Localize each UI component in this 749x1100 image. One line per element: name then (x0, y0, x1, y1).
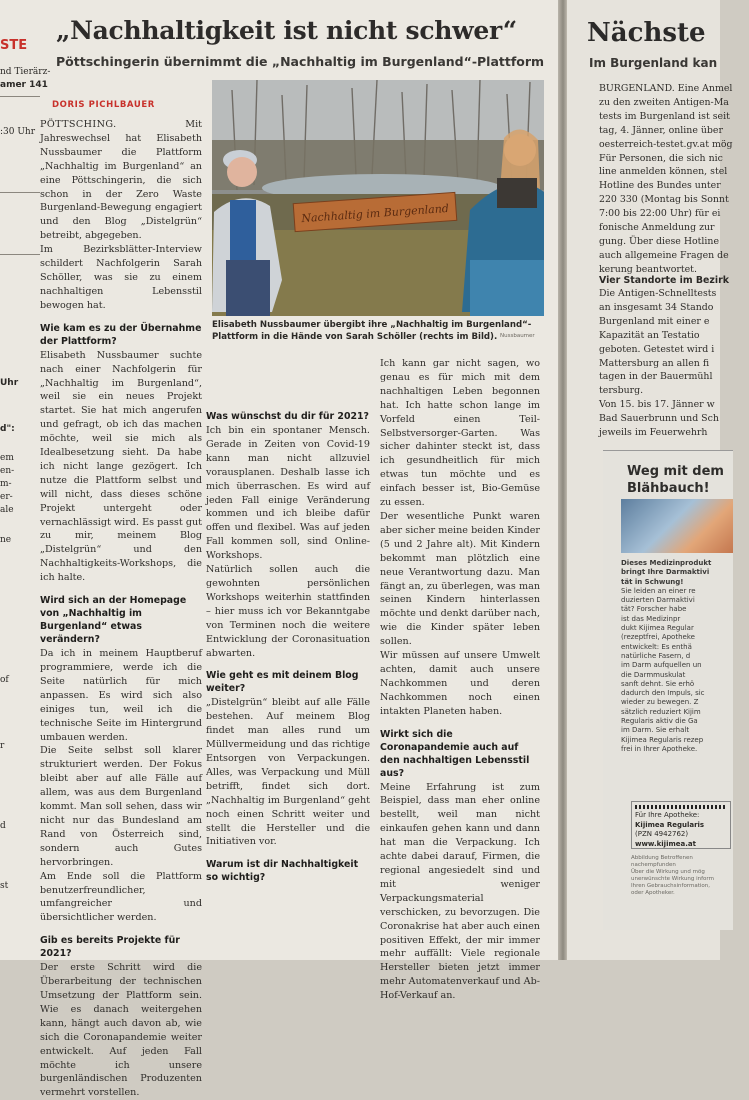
answer-paragraph: Der wesentliche Punkt waren aber sicher meine beiden Kinder (5 und 2 Jahre alt). Mit Kindern bekommt man plötzlich eine neue Verantwortung dazu. Man fängt an, zu überlegen, was man seinen Kindern hinterlassen möchte und denkt darüber nach, wie die Kinder später leben sollen. (380, 510, 540, 648)
article-column-1 (40, 118, 202, 1100)
right-text-line: auch allgemeine Fragen de (599, 249, 729, 261)
right-text-line: tag, 4. Jänner, online über (599, 124, 723, 136)
answer-paragraph: Der erste Schritt wird die Überarbeitung der technischen Umsetzung der Plattform sein. Wie es danach weitergehen kann, hängt auch davon ab, wie sich die Coronapandemie weiter entwickelt. Auf jeden Fall möchte ich unsere burgenländischen Produzenten vermehrt vorstellen. (40, 962, 202, 1099)
photo-sign-text: Nachhaltig im Burgenland (300, 201, 450, 226)
right-text-line: Kapazität an Testatio (599, 329, 700, 341)
sliver-text: m- (0, 479, 12, 489)
ad-text-line: dukt Kijimea Regular (621, 624, 694, 633)
photo-credit: Nussbaumer (500, 333, 535, 339)
ad-title-line: Blähbauch! (627, 481, 710, 496)
article-photo (212, 80, 544, 316)
ad-title (627, 463, 724, 497)
right-text-line: 7:00 bis 22:00 Uhr) für ei (599, 208, 721, 220)
right-text-line: geboten. Getestet wird i (599, 343, 715, 355)
sliver-text: d (0, 821, 6, 831)
right-text-line: an insgesamt 34 Stando (599, 301, 714, 313)
right-text-line: Bad Sauerbrunn und Sch (599, 413, 719, 425)
answer-paragraph: Meine Erfahrung ist zum Beispiel, dass man eher online bestellt, weil man nicht einkaufen gehen kann und dann hat man die Verpackung. Ich achte dabei darauf, Firmen, die regional angesiedelt sind und mit weniger Verpackungsmaterial verschicken, zu bevorzugen. Die Coronakrise hat aber auch einen positiven Effekt, der mir immer mehr auffällt: Viele regionale Hersteller bieten jetzt immer mehr Automatenverkauf und Ab-Hof-Verkauf an. (380, 781, 540, 1002)
sliver-text: em (0, 453, 14, 463)
right-text-line: Die Antigen-Schnelltests (599, 288, 717, 299)
previous-column-sliver (0, 0, 51, 960)
sliver-text: r (0, 741, 5, 751)
right-text-line: tests im Burgenland ist seit (599, 110, 730, 122)
article-subheadline: Pöttschingerin übernimmt die „Nachhaltig im Burgenland“-Plattform (56, 54, 545, 69)
intro-paragraph (40, 118, 202, 243)
ad-text-line: sanft dehnt. Sie erhö (621, 679, 695, 688)
barcode (635, 805, 727, 809)
ad-text-line: im Darm. Sie erhalt (621, 726, 690, 735)
right-text-line: zu den zweiten Antigen-Ma (599, 96, 729, 108)
sliver-text: er- (0, 492, 13, 502)
article-author: DORIS PICHLBAUER (52, 100, 155, 110)
ad-footnote-line: Abbildung Betroffenen (631, 855, 693, 861)
right-section-heading: Vier Standorte im Bezirk (599, 275, 729, 286)
right-text-line: fonische Anmeldung zur (599, 222, 715, 234)
advertisement (603, 450, 733, 930)
right-column-text (599, 82, 749, 277)
answer-paragraph: Am Ende soll die Plattform benutzerfreundlicher, umfangreicher und übersichtlicher werden. (40, 870, 202, 924)
answer-paragraph: „Distelgrün“ bleibt auf alle Fälle bestehen. Auf meinem Blog findet man alles rund um Müllvermeidung und das richtige Entsorgen von Verpackungen. Alles, was Verpackung und Müll betrifft, findet sich dort. „Nachhaltig im Burgenland“ geht noch einen Schritt weiter und stellt die Hersteller und die Initiativen vor. (206, 697, 370, 848)
ad-text-line: Sie leiden an einer re (621, 586, 696, 595)
ad-text-line: (rezeptfrei, Apotheke (621, 633, 695, 642)
divider (0, 192, 40, 193)
ad-box-line: www.kijimea.at (635, 839, 696, 848)
right-text-line: Mattersburg an allen fi (599, 357, 710, 369)
article-column-2 (206, 357, 370, 885)
ad-footnote (631, 855, 714, 897)
answer-paragraph: Elisabeth Nussbaumer suchte nach einer Nachfolgerin für „Nachhaltig im Burgenland“, weil sie ein neues Projekt startet. Sie hat mich angerufen und gefragt, ob ich das machen möchte, weil sie mich als Idealbesetzung sieht. Da habe ich nicht lange gezögert. Ich nutze die Plattform selbst und will nicht, dass dieses schöne Projekt untergeht oder vernachlässigt wird. Es passt gut zu mir, meinem Blog „Distelgrün“ und den Nachhaltigkeits-Workshops, die ich halte. (40, 349, 202, 584)
intro-paragraph-2: Im Bezirksblätter-Interview schildert Nachfolgerin Sarah Schöller, was sie zu einem nachhaltigen Lebensstil bewogen hat. (40, 244, 202, 311)
ad-product-box (631, 801, 731, 849)
answer-paragraph: Wir müssen auf unsere Umwelt achten, damit auch unsere Nachkommen und deren Nachkommen noch einen intakten Planeten haben. (380, 650, 540, 717)
right-text-line: kerung beantwortet. (599, 263, 697, 275)
sliver-text: :30 Uhr (0, 127, 36, 137)
question-heading: Wie kam es zu der Übernahme der Plattform? (40, 322, 202, 347)
right-text-line: Für Personen, die sich nic (599, 152, 723, 164)
right-text-line: oesterreich-testet.gv.at mög (599, 138, 733, 150)
ad-text-line: sätzlich reduziert Kijim (621, 707, 701, 716)
article-column-3 (380, 357, 540, 1003)
newspaper-page-right (566, 0, 733, 960)
right-text-line: Hotline des Bundes unter (599, 180, 721, 192)
question-heading: Wie geht es mit deinem Blog weiter? (206, 670, 359, 695)
ad-title-line: Weg mit dem (627, 464, 724, 479)
sliver-text: Uhr (0, 378, 19, 388)
question-heading: Was wünschst du dir für 2021? (206, 411, 369, 422)
sliver-text: amer 141 (0, 80, 48, 90)
ad-footnote-line: unerwünschte Wirkung inform (631, 876, 714, 882)
right-text-line: line anmelden können, stel (599, 166, 728, 178)
ad-footnote-line: Über die Wirkung und mög (631, 869, 705, 875)
ad-text-line: Dieses Medizinprodukt (621, 559, 712, 567)
ad-text-line: im Darm aufquellen un (621, 661, 702, 670)
ad-text-line: tät in Schwung! (621, 577, 684, 586)
ad-box-line: (PZN 4942762) (635, 830, 689, 838)
right-text-line: gung. Über diese Hotline (599, 235, 720, 247)
right-text-line: BURGENLAND. Eine Anmel (599, 83, 733, 94)
right-subheadline: Im Burgenland kan (589, 56, 718, 70)
ad-text-line: duzierten Darmaktivi (621, 596, 695, 605)
sliver-text: nd Tierärz- (0, 67, 51, 77)
ad-text-line: entwickelt: Es enthä (621, 642, 692, 651)
sliver-text: ale (0, 505, 14, 515)
right-column-text-2 (599, 287, 749, 440)
ad-box-line: Für Ihre Apotheke: (635, 811, 700, 819)
right-text-line: 220 330 (Montag bis Sonnt (599, 194, 729, 206)
right-text-line: Von 15. bis 17. Jänner w (599, 399, 715, 411)
right-headline: Nächste (587, 18, 706, 48)
sliver-text: d": (0, 424, 15, 434)
ad-box-line: Kijimea Regularis (635, 820, 705, 829)
ad-text-line: wieder zu bewegen. Z (621, 698, 699, 707)
article-headline: „Nachhaltigkeit ist nicht schwer“ (56, 16, 517, 45)
ad-footnote-line: oder Apotheker. (631, 890, 675, 896)
divider (0, 96, 40, 97)
sliver-text: st (0, 881, 9, 891)
ad-text-line: die Darmmuskulat (621, 670, 686, 679)
ad-text-line: ist das Medizinpr (621, 614, 681, 623)
dateline: PÖTTSCHING. (40, 119, 117, 130)
right-text-line: jeweils im Feuerwehrh (599, 427, 708, 439)
right-text-line: tagen in der Bauermühl (599, 371, 713, 383)
divider (0, 254, 40, 255)
question-heading: Warum ist dir Nachhaltigkeit so wichtig? (206, 859, 359, 884)
ad-footnote-line: nachempfunden (631, 862, 676, 868)
ad-text-line: frei in Ihrer Apotheke. (621, 744, 698, 753)
right-text-line: Burgenland mit einer e (599, 315, 710, 327)
sliver-text: en- (0, 466, 15, 476)
photo-caption: Elisabeth Nussbaumer übergibt ihre „Nachhaltig im Burgenland“-Plattform in die Hände von Sarah Schöller (rechts im Bild). (212, 320, 532, 342)
answer-paragraph: Ich kann gar nicht sagen, wo genau es für mich mit dem nachhaltigen Leben begonnen hat. Ich hatte schon lange im Vorfeld einen Teil-Selbstversorger-Garten. Was sicher dahinter steckt ist, dass ich gesundheitlich für mich etwas tun möchte und es einfach besser ist, Bio-Gemüse zu essen. (380, 358, 540, 509)
ad-text-line: natürliche Fasern, d (621, 651, 691, 660)
sliver-heading: STE (0, 38, 28, 53)
question-heading: Gib es bereits Projekte für 2021? (40, 935, 180, 960)
ad-text-line: Regularis aktiv die Ga (621, 717, 698, 726)
right-text-line: tersburg. (599, 385, 644, 397)
ad-text-line: bringt Ihre Darmaktivi (621, 568, 710, 577)
ad-image (621, 499, 733, 553)
ad-text-line: dadurch den Impuls, sic (621, 689, 705, 698)
ad-text-line: tät? Forscher habe (621, 605, 687, 614)
answer-paragraph: Natürlich sollen auch die gewohnten persönlichen Workshops weiterhin stattfinden – hier muss ich vor Bekanntgabe von Terminen noch die weitere Entwicklung der Coronasituation abwarten. (206, 564, 370, 659)
intro-text: Mit Jahreswechsel hat Elisabeth Nussbaumer die Plattform „Nachhaltig im Burgenland“ an eine Pöttschingerin, die sich schon in der Zero Waste Burgenland-Bewegung engagiert und den Blog „Distelgrün“ betreibt, abgegeben. (40, 119, 202, 242)
sliver-text: of (0, 675, 9, 685)
answer-paragraph: Da ich in meinem Hauptberuf programmiere, werde ich die Seite natürlich für mich anpassen. Es wird sich also einiges tun, weil ich die technische Seite im Hintergrund umbauen werden. (40, 648, 202, 743)
question-heading: Wird sich an der Homepage von „Nachhaltig im Burgenland“ etwas verändern? (40, 595, 187, 646)
ad-body (621, 559, 711, 754)
ad-footnote-line: Ihren Gebrauchsinformation, (631, 883, 710, 889)
question-heading: Wirkt sich die Coronapandemie auch auf den nachhaltigen Lebensstil aus? (380, 728, 530, 779)
sliver-text: ne (0, 535, 12, 545)
ad-text-line: Kijimea Regularis rezep (621, 735, 704, 744)
answer-paragraph: Die Seite selbst soll klarer strukturiert werden. Der Fokus bleibt aber auf alle Fälle auf allem, was aus dem Burgenland kommt. Man soll sehen, dass wir nicht nur das Bundesland am Rand von Österreich sind, sondern auch Gutes hervorbringen. (40, 745, 202, 868)
answer-paragraph: Ich bin ein spontaner Mensch. Gerade in Zeiten von Covid-19 kann man nicht allzuviel vorausplanen. Deshalb lasse ich mich überraschen. Es wird auf jeden Fall einige Veränderung kommen und ich bleibe dafür offen und flexibel. Was auf jeden Fall kommen soll, sind Online-Workshops. (206, 425, 370, 562)
